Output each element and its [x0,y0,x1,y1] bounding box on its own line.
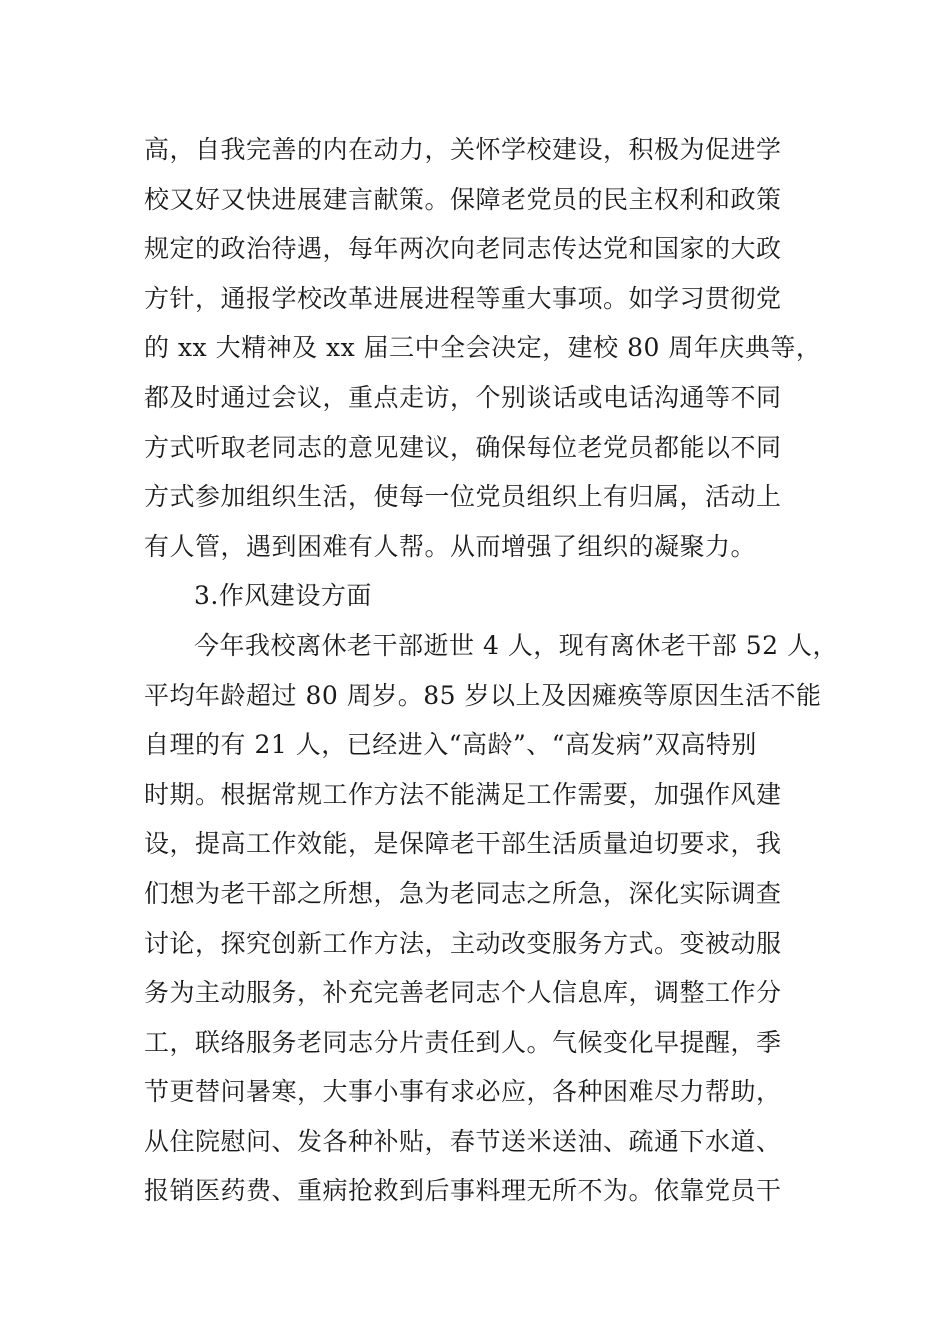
text-line: 有人管，遇到困难有人帮。从而增强了组织的凝聚力。 [144,531,757,561]
text-line: 工，联络服务老同志分片责任到人。气候变化早提醒，季 [144,1027,782,1057]
text-line: 今年我校离休老干部逝世 4 人，现有离休老干部 52 人， [194,630,839,660]
text-line: 自理的有 21 人，已经进入“高龄”、“高发病”双高特别 [144,730,757,760]
text-line: 方针，通报学校改革进展进程等重大事项。如学习贯彻党 [144,283,782,313]
body-text [144,125,844,1216]
text-line: 设，提高工作效能，是保障老干部生活质量迫切要求，我 [144,829,782,859]
text-line: 都及时通过会议，重点走访，个别谈话或电话沟通等不同 [144,382,782,412]
section-heading: 3.作风建设方面 [194,581,372,611]
text-line: 们想为老干部之所想，急为老同志之所急，深化实际调查 [144,878,782,908]
text-line: 规定的政治待遇，每年两次向老同志传达党和国家的大政 [144,234,782,264]
text-line: 时期。根据常规工作方法不能满足工作需要，加强作风建 [144,779,782,809]
text-line: 节更替问暑寒，大事小事有求必应，各种困难尽力帮助， [144,1077,782,1107]
text-line: 报销医药费、重病抢救到后事料理无所不为。依靠党员干 [144,1176,782,1206]
text-line: 平均年龄超过 80 周岁。85 岁以上及因瘫痪等原因生活不能 [144,680,822,710]
text-line: 高，自我完善的内在动力，关怀学校建设，积极为促进学 [144,135,782,164]
text-line: 方式参加组织生活，使每一位党员组织上有归属，活动上 [144,482,782,512]
text-line: 务为主动服务，补充完善老同志个人信息库，调整工作分 [144,978,782,1008]
text-line: 从住院慰问、发各种补贴，春节送米送油、疏通下水道、 [144,1126,782,1156]
text-line: 讨论，探究创新工作方法，主动改变服务方式。变被动服 [144,928,782,958]
text-line: 校又好又快进展建言献策。保障老党员的民主权利和政策 [144,184,782,214]
text-line: 方式听取老同志的意见建议，确保每位老党员都能以不同 [144,432,782,462]
text-line: 的 xx 大精神及 xx 届三中全会决定，建校 80 周年庆典等， [144,333,822,363]
